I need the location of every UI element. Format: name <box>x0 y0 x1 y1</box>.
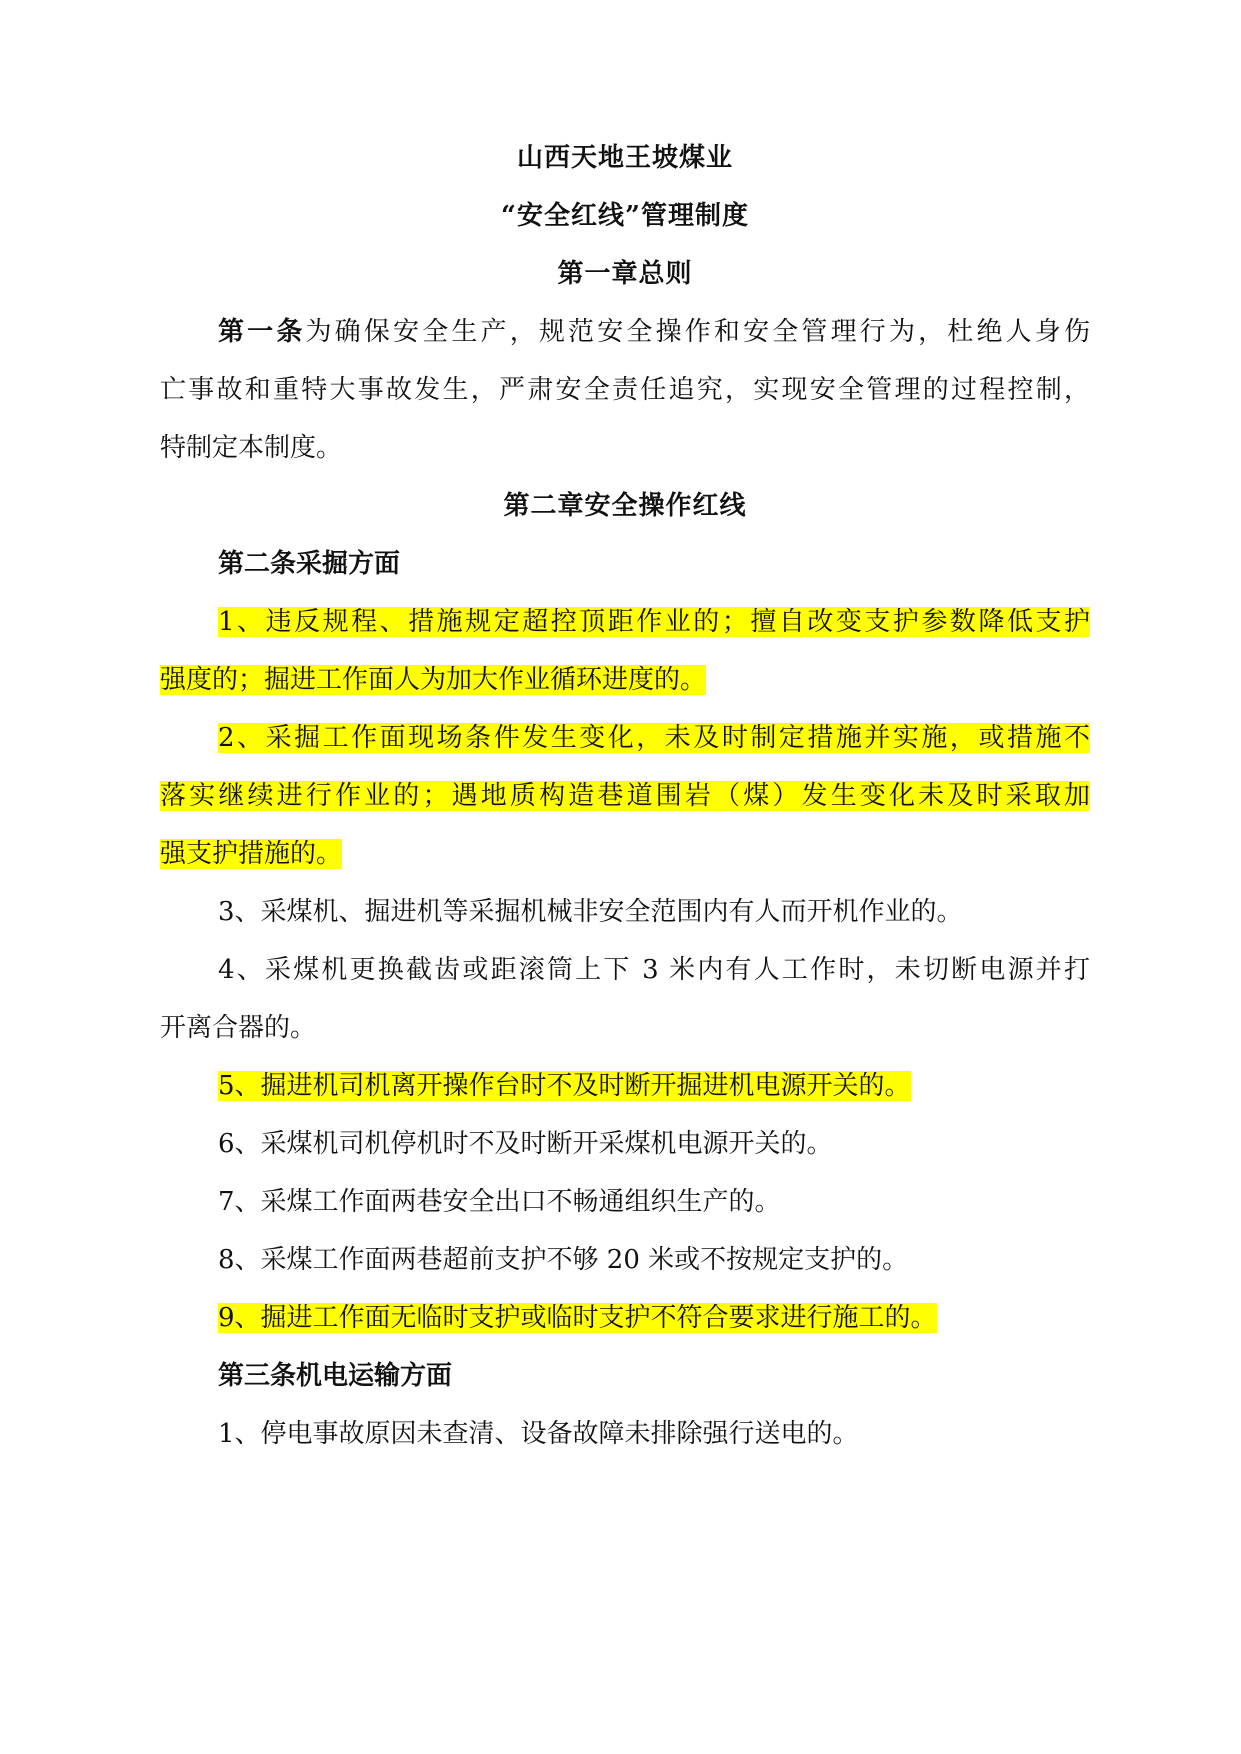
item-3: 3、采煤机、掘进机等采掘机械非安全范围内有人而开机作业的。 <box>218 897 963 927</box>
item-8: 8、采煤工作面两巷超前支护不够 20 米或不按规定支护的。 <box>218 1245 909 1275</box>
article-3-heading: 第三条机电运输方面 <box>218 1361 453 1391</box>
item-2-line-3: 强支护措施的。 <box>160 839 343 869</box>
item-2-line-2: 落实继续进行作业的；遇地质构造巷道围岩（煤）发生变化未及时采取加 <box>160 781 1090 811</box>
article-2-heading: 第二条采掘方面 <box>218 549 401 579</box>
item-9: 9、掘进工作面无临时支护或临时支护不符合要求进行施工的。 <box>218 1303 937 1333</box>
item-2-line-1: 2、采掘工作面现场条件发生变化，未及时制定措施并实施，或措施不 <box>218 723 1090 753</box>
item-7: 7、采煤工作面两巷安全出口不畅通组织生产的。 <box>218 1187 781 1217</box>
chapter-1-heading: 第一章总则 <box>557 259 693 289</box>
article-1-line-2: 亡事故和重特大事故发生，严肃安全责任追究，实现安全管理的过程控制， <box>160 375 1090 405</box>
article-1-line-1: 第一条为确保安全生产，规范安全操作和安全管理行为，杜绝人身伤 <box>218 317 1090 347</box>
item-1-line-2: 强度的；掘进工作面人为加大作业循环进度的。 <box>160 665 707 695</box>
chapter-2-heading: 第二章安全操作红线 <box>503 491 747 521</box>
article-3-item-1: 1、停电事故原因未查清、设备故障未排除强行送电的。 <box>218 1419 859 1449</box>
item-6: 6、采煤机司机停机时不及时断开采煤机电源开关的。 <box>218 1129 833 1159</box>
article-1-line-3: 特制定本制度。 <box>160 433 343 463</box>
title-regulation: “安全红线”管理制度 <box>501 201 749 231</box>
item-4-line-2: 开离合器的。 <box>160 1013 317 1043</box>
item-5: 5、掘进机司机离开操作台时不及时断开掘进机电源开关的。 <box>218 1071 911 1101</box>
item-1-line-1: 1、违反规程、措施规定超控顶距作业的；擅自改变支护参数降低支护 <box>218 607 1090 637</box>
item-4-line-1: 4、采煤机更换截齿或距滚筒上下 3 米内有人工作时，未切断电源并打 <box>218 955 1090 985</box>
title-company: 山西天地王坡煤业 <box>516 143 733 173</box>
article-1-label: 第一条 <box>218 317 306 347</box>
